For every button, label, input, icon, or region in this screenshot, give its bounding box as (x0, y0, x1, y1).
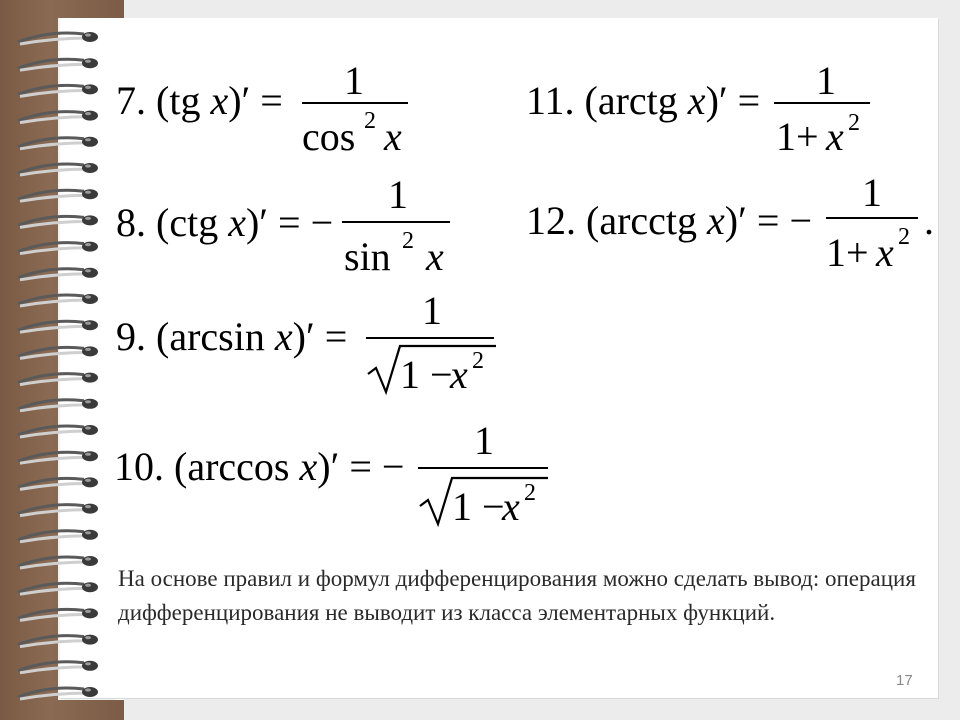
svg-text:1 −: 1 − (452, 484, 505, 529)
svg-text:2: 2 (524, 480, 536, 506)
coil-ring (18, 399, 98, 411)
coil-ring (18, 137, 98, 149)
svg-text:2: 2 (848, 110, 860, 136)
numerator: 1 (344, 58, 364, 103)
svg-text:12. (arcctg x)′ = −: 12. (arcctg x)′ = − (526, 198, 812, 243)
svg-text:1: 1 (862, 170, 882, 215)
svg-text:1: 1 (388, 172, 408, 217)
coil-ring (18, 111, 98, 123)
svg-text:2: 2 (472, 348, 484, 374)
coil-ring (18, 215, 98, 227)
svg-text:7. (tg x)′ =: 7. (tg x)′ = (116, 78, 283, 123)
formula-12 (526, 172, 946, 289)
formula-number: 7. (116, 78, 146, 123)
coil-ring (18, 504, 98, 516)
svg-text:2: 2 (898, 224, 910, 250)
svg-text:x: x (450, 352, 468, 397)
spiral-coil-icon (0, 0, 124, 720)
coil-ring (18, 32, 98, 44)
coil-ring (18, 58, 98, 70)
coil-ring (18, 608, 98, 620)
spiral-coils (0, 0, 124, 720)
coil-ring (18, 268, 98, 280)
coil-ring (18, 84, 98, 96)
coil-ring (18, 189, 98, 201)
coil-ring (18, 346, 98, 358)
coil-ring (18, 556, 98, 568)
formula-11 (526, 58, 886, 169)
coil-ring (18, 661, 98, 673)
coil-ring (18, 242, 98, 254)
page-number: 17 (896, 672, 913, 689)
svg-text:sin: sin (344, 234, 391, 279)
coil-ring (18, 582, 98, 594)
formula-7 (116, 58, 436, 169)
svg-text:x: x (826, 114, 844, 159)
coil-ring (18, 687, 98, 699)
coil-ring (18, 477, 98, 489)
coil-ring (18, 635, 98, 647)
svg-text:9. (arcsin x)′ =: 9. (arcsin x)′ = (116, 314, 348, 359)
coil-ring (18, 530, 98, 542)
formula-10 (114, 420, 554, 537)
svg-text:10. (arccos x)′ = −: 10. (arccos x)′ = − (114, 444, 405, 489)
svg-text:1 −: 1 − (400, 352, 453, 397)
svg-text:2: 2 (402, 228, 414, 254)
formula-9 (116, 288, 516, 411)
svg-text:cos: cos (302, 114, 356, 159)
coil-ring (18, 373, 98, 385)
coil-ring (18, 320, 98, 332)
svg-text:2: 2 (364, 108, 376, 134)
svg-text:1: 1 (474, 418, 494, 463)
conclusion-text: На основе правил и формул дифференцирования можно сделать вывод: операция дифференцирования не выводит из класса элементарных функций. (118, 566, 916, 625)
svg-text:x: x (384, 114, 402, 159)
svg-text:1: 1 (422, 288, 442, 333)
coil-ring (18, 294, 98, 306)
svg-text:x: x (426, 234, 444, 279)
svg-text:1+: 1+ (826, 230, 869, 275)
formula-8 (116, 174, 456, 281)
svg-text:8. (ctg x)′ = −: 8. (ctg x)′ = − (116, 200, 334, 245)
svg-text:1+: 1+ (776, 114, 819, 159)
coil-ring (18, 425, 98, 437)
svg-text:1: 1 (816, 58, 836, 103)
svg-text:.: . (924, 198, 934, 243)
coil-ring (18, 163, 98, 175)
svg-text:11. (arctg x)′ =: 11. (arctg x)′ = (526, 78, 761, 123)
svg-text:x: x (502, 484, 520, 529)
coil-ring (18, 451, 98, 463)
svg-text:x: x (876, 230, 894, 275)
